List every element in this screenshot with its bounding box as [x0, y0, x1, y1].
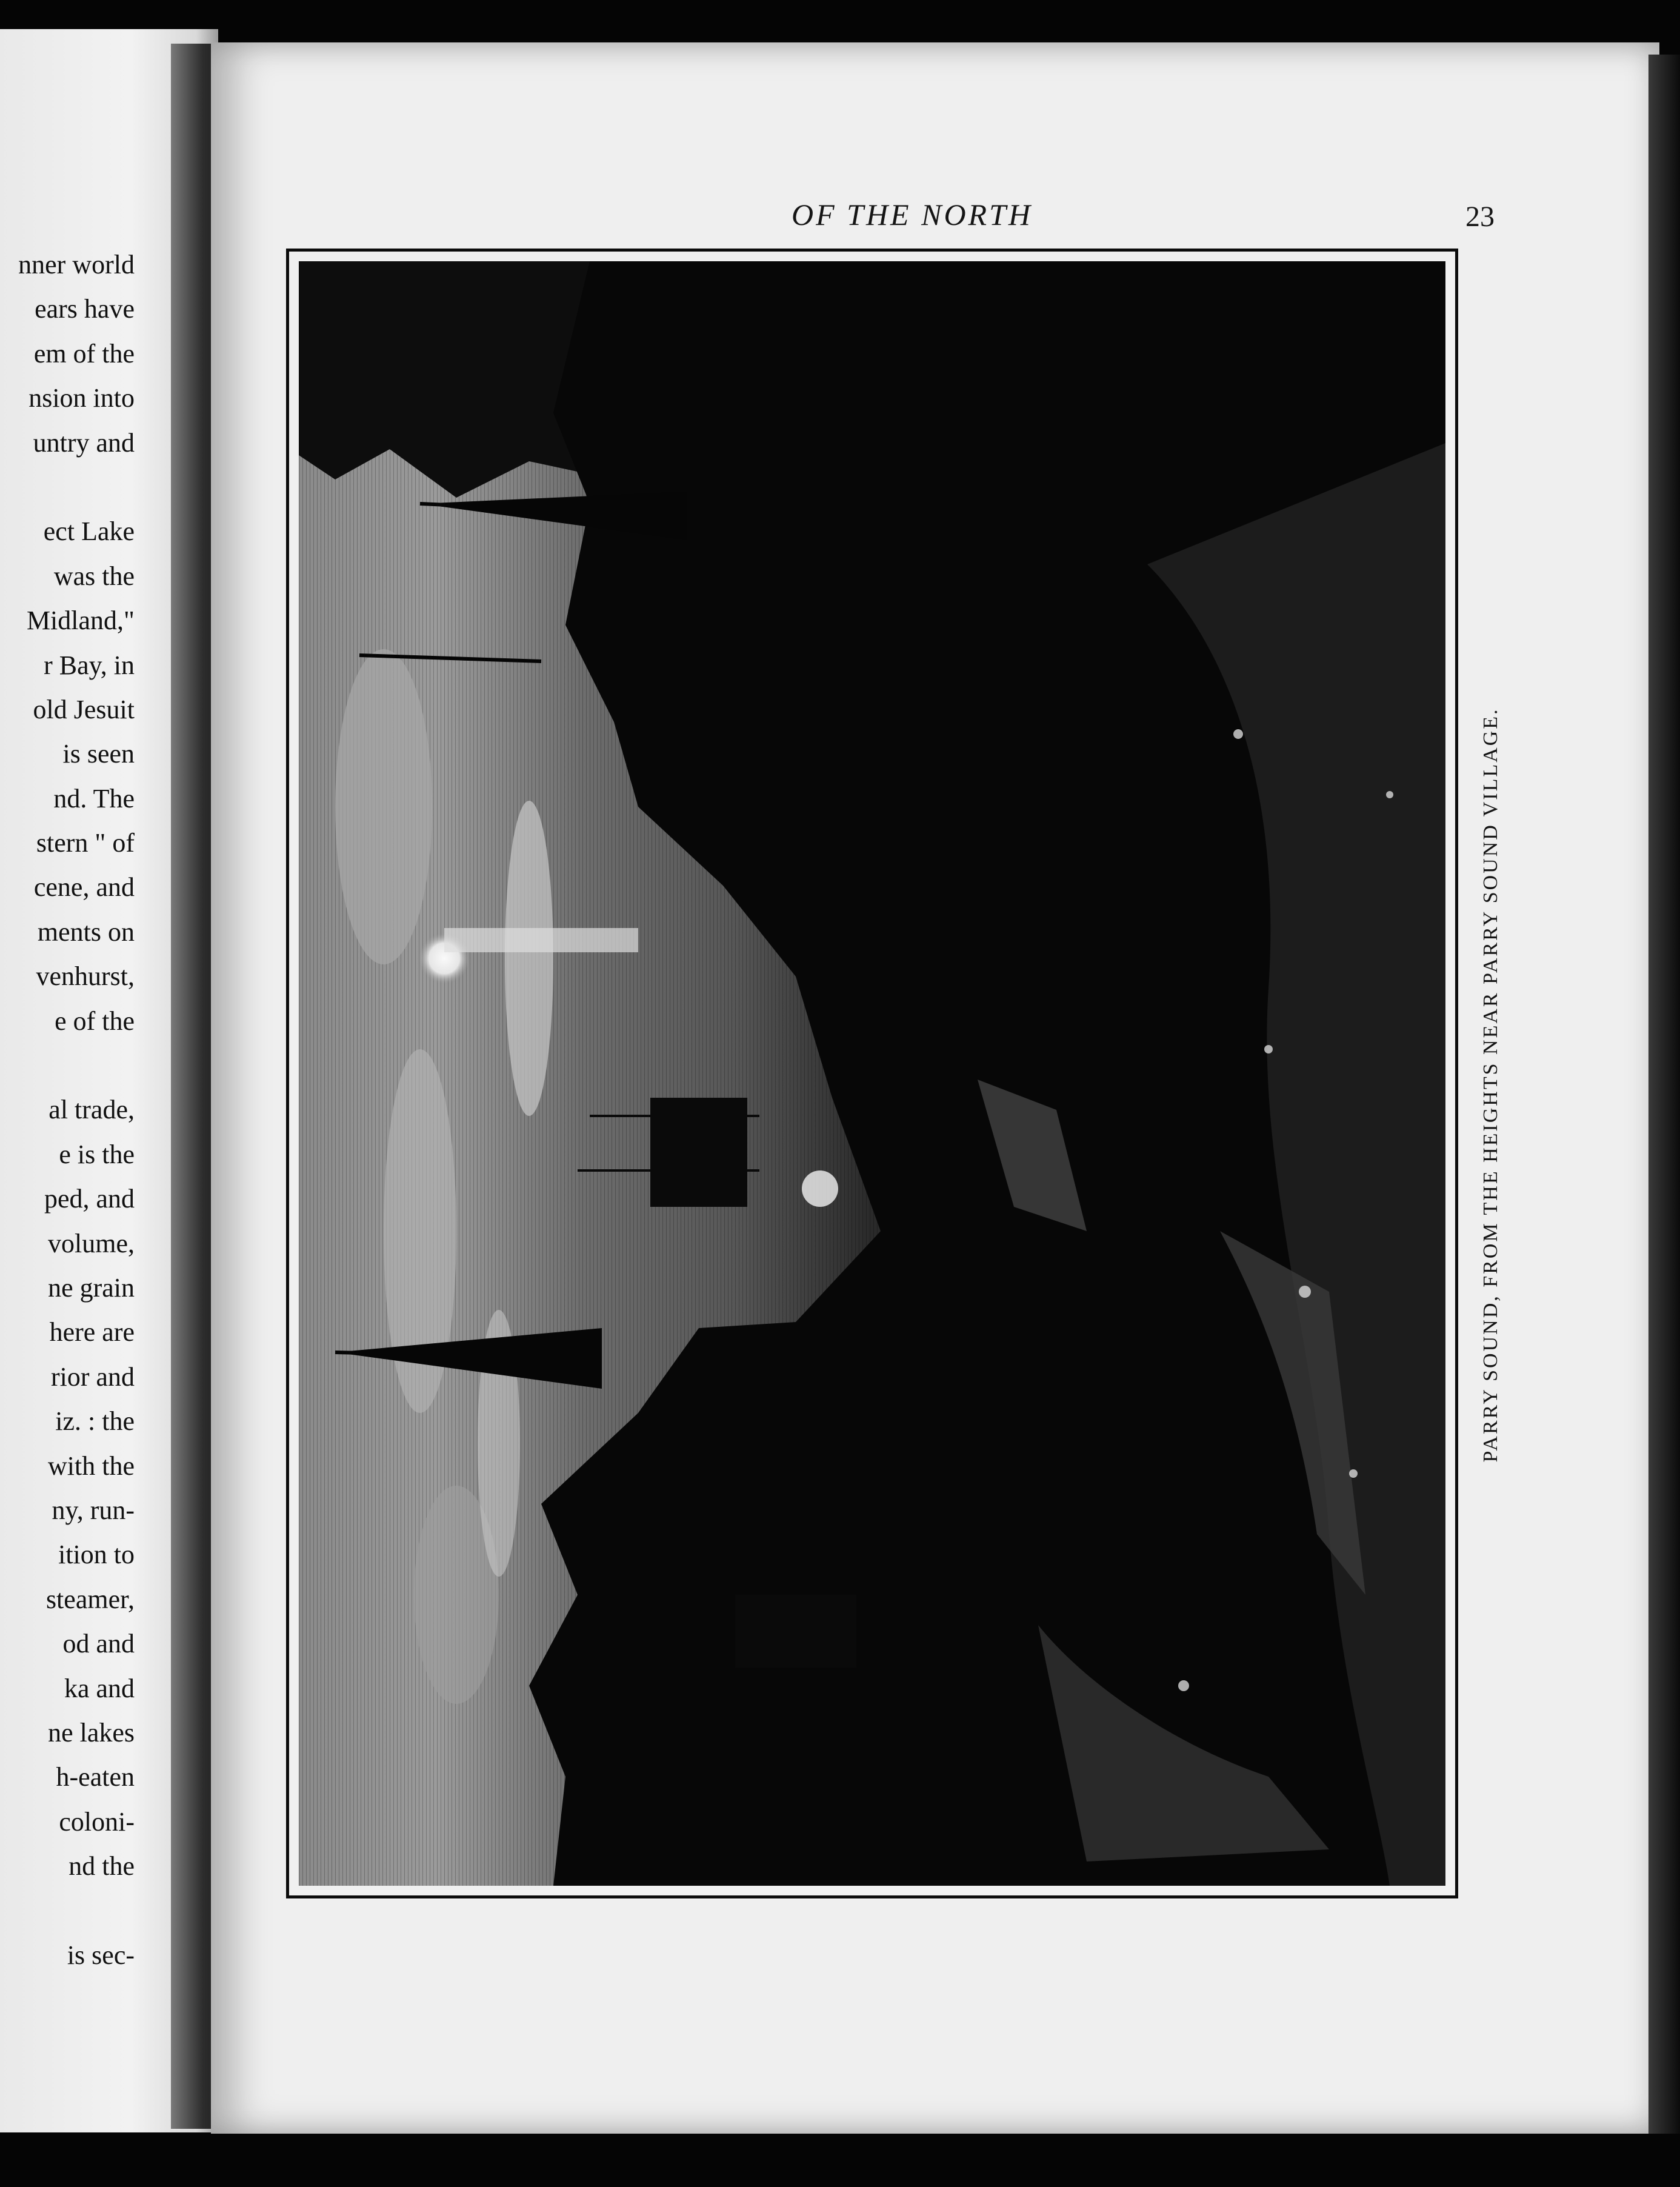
page-number: 23 [1465, 201, 1495, 233]
left-text-line: nd. The [53, 783, 135, 813]
left-text-line: steamer, [45, 1584, 135, 1614]
left-text-line [0, 1043, 135, 1087]
left-text-line: ments on [37, 917, 135, 947]
illustration-caption [1475, 670, 1507, 1500]
left-text-line [0, 1888, 135, 1932]
left-text-line: od and [62, 1629, 135, 1659]
left-text-line: with the [48, 1451, 135, 1481]
left-text-line: venhurst, [36, 961, 135, 992]
left-text-line: ears have [35, 294, 135, 324]
left-text-line: old Jesuit [33, 694, 135, 724]
left-text-line: rior and [50, 1361, 135, 1392]
left-text-line: ped, and [44, 1184, 135, 1214]
left-text-line: ne lakes [48, 1717, 135, 1748]
left-text-line: is sec- [67, 1940, 135, 1970]
left-text-line: ny, run- [52, 1495, 135, 1525]
left-text-line: ka and [64, 1673, 135, 1703]
left-text-line: nsion into [28, 383, 135, 413]
left-text-line: untry and [33, 427, 135, 458]
left-text-line: coloni- [59, 1806, 135, 1837]
left-text-line: here are [49, 1317, 135, 1347]
left-text-line: r Bay, in [44, 650, 135, 680]
left-text-line: em of the [33, 338, 135, 369]
left-text-line: nner world [18, 250, 135, 279]
left-text-line: ition to [58, 1540, 135, 1570]
left-text-line: cene, and [33, 872, 135, 903]
left-text-line: is seen [62, 739, 135, 769]
left-text-line: e is the [59, 1139, 135, 1169]
left-page-text [0, 242, 135, 1977]
engraving-image [299, 261, 1445, 1886]
left-text-line: e of the [55, 1006, 135, 1036]
left-text-line: volume, [48, 1228, 135, 1258]
caption-text: PARRY SOUND, FROM THE HEIGHTS NEAR PARRY SOUND VILLAGE. [1479, 707, 1502, 1463]
engraving-illustration [286, 249, 1458, 1898]
left-text-line: ne grain [48, 1272, 135, 1303]
left-text-line: was the [53, 561, 135, 591]
running-head: OF THE NORTH [791, 198, 1033, 232]
page-edge [1648, 55, 1680, 2134]
left-text-line: h-eaten [56, 1762, 135, 1792]
left-text-line: ect Lake [43, 516, 135, 547]
left-text-line [0, 465, 135, 509]
left-text-line: nd the [68, 1851, 135, 1881]
left-text-line: al trade, [48, 1095, 135, 1125]
left-text-line: iz. : the [55, 1406, 135, 1437]
left-text-line: stern " of [36, 828, 135, 858]
left-text-line: Midland," [26, 606, 135, 636]
